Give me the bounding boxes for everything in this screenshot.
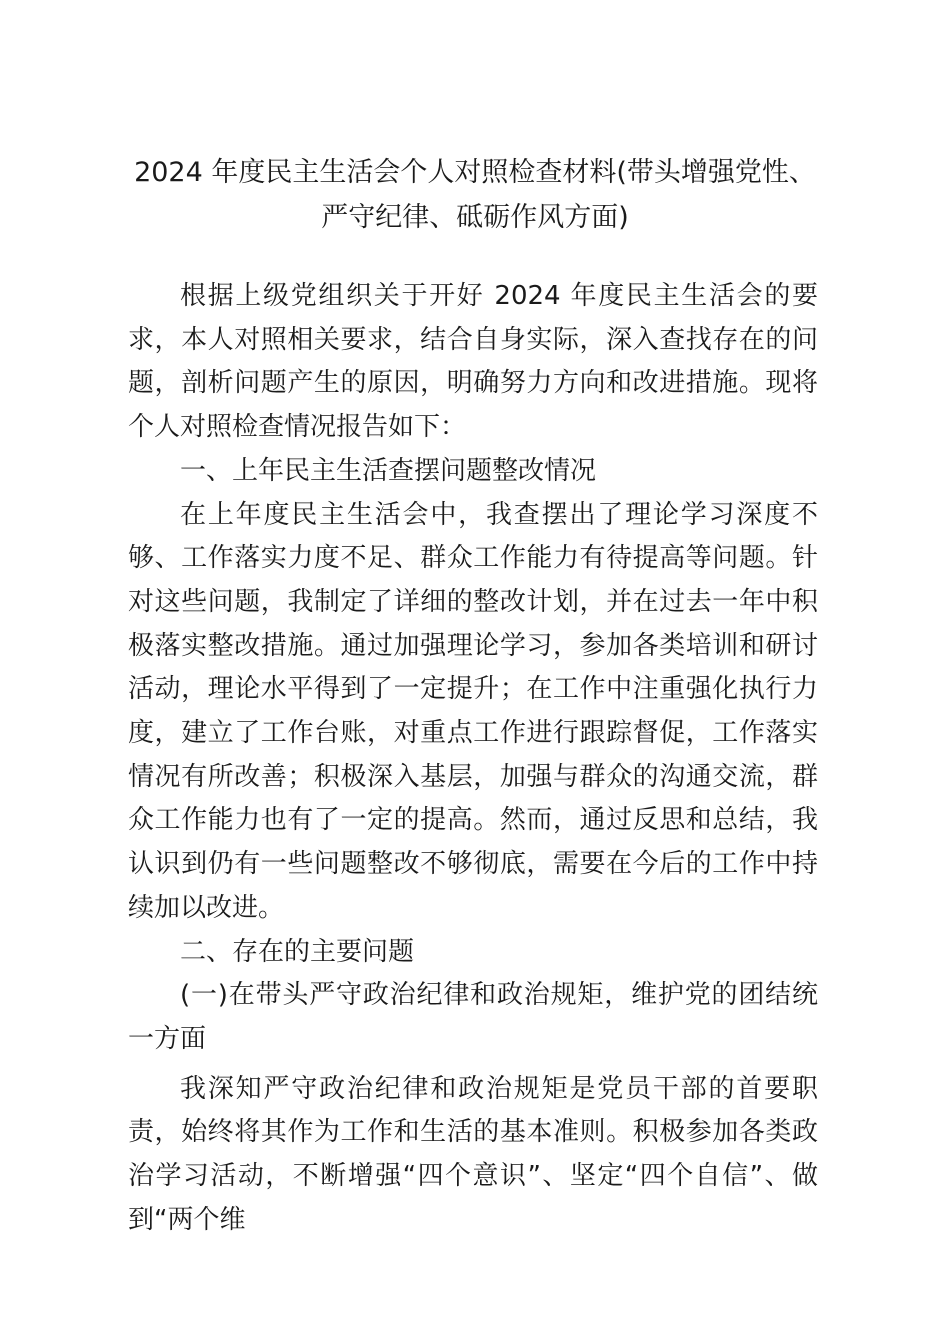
section-1-paragraph: 在上年度民主生活会中，我查摆出了理论学习深度不够、工作落实力度不足、群众工作能力有待提高等问题。针对这些问题，我制定了详细的整改计划，并在过去一年中积极落实整改措施。通过加强理论学习，参加各类培训和研讨活动，理论水平得到了一定提升；在工作中注重强化执行力度，建立了工作台账，对重点工作进行跟踪督促，工作落实情况有所改善；积极深入基层，加强与群众的沟通交流，群众工作能力也有了一定的提高。然而，通过反思和总结，我认识到仍有一些问题整改不够彻底，需要在今后的工作中持续加以改进。	[128, 499, 818, 923]
section-2-sub-1-paragraph: 我深知严守政治纪律和政治规矩是党员干部的首要职责，始终将其作为工作和生活的基本准则。积极参加各类政治学习活动，不断增强“四个意识”、坚定“四个自信”、做到“两个维	[128, 1073, 818, 1235]
intro-paragraph: 根据上级党组织关于开好 2024 年度民主生活会的要求，本人对照相关要求，结合自身实际，深入查找存在的问题，剖析问题产生的原因，明确努力方向和改进措施。现将个人对照检查情况报告如下：	[128, 281, 818, 443]
document-body	[128, 275, 818, 1242]
document-title: 2024 年度民主生活会个人对照检查材料(带头增强党性、严守纪律、砥砺作风方面)	[134, 157, 816, 233]
section-1-heading: 一、上年民主生活查摆问题整改情况	[180, 455, 597, 486]
section-2-subheading-1: (一)在带头严守政治纪律和政治规矩，维护党的团结统一方面	[128, 980, 818, 1054]
section-2-heading: 二、存在的主要问题	[180, 936, 415, 967]
